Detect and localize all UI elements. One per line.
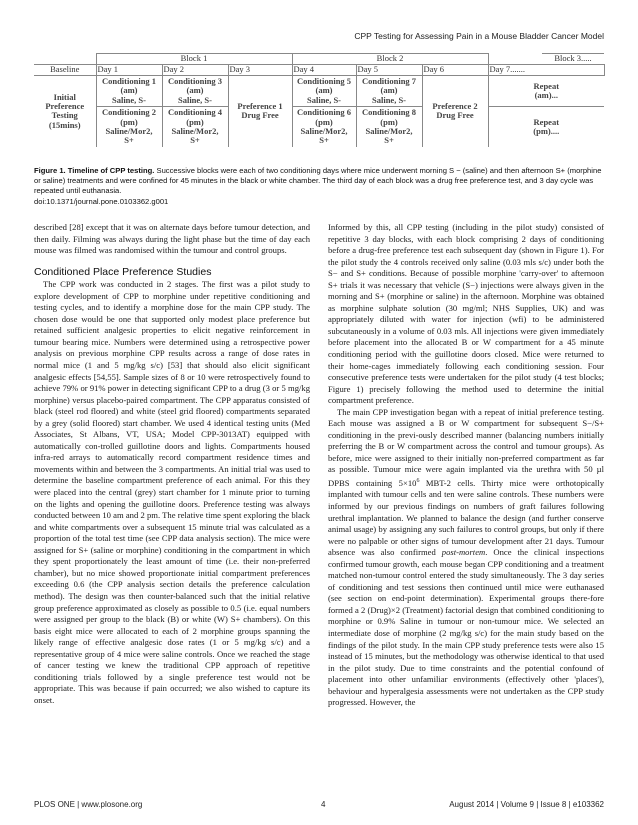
conditioning-8: Conditioning 8 (pm) Saline/Mor2, S+	[356, 107, 422, 147]
day-3-label: Day 3	[228, 65, 292, 76]
right-paragraph-1: Informed by this, all CPP testing (including in the pilot study) consisted of repetitive 3 day blocks, with each block comprising 2 days of conditioning before a drug-free preference test each subsequent day (shown in Figure 1). For the pilot study the 4 controls received only saline (0.03 mls s/c) under both the S− and S+ conditions. Because of possible morphine 'carry-over' to afternoon S+ trials it was necessary that vehicle (S−) injections were always given in the morning and S+ (morphine or saline) in the afternoon. Morphine was obtained as morphine sulphate solution (30 mg/ml; NHS Supplies, UK) and was appropriately diluted with water for injection (wfi) to be administered subcutaneously in a volume of 0.03 mls. All injections were given immediately before placement into the allocated B or W compartment for a 45 minute conditioning period with the guillotine doors closed. Mice were returned to their home-cages immediately following each conditioning session. Four consecutive preference tests were undertaken for the pilot study (4 test blocks; Figure 1) precisely following the method used to determine the initial compartment preference.	[328, 222, 604, 406]
section-title: Conditioned Place Preference Studies	[34, 265, 212, 278]
running-head: CPP Testing for Assessing Pain in a Mouse Bladder Cancer Model	[354, 31, 604, 41]
repeat-am: Repeat (am)...	[488, 76, 604, 107]
baseline-label: Baseline	[34, 65, 96, 76]
page-number: 4	[321, 800, 326, 809]
left-paragraph-1: described [28] except that it was on alternate days before tumour detection, and then daily. Filming was always during the light phase but the time of day each mouse was filmed was randomised within the tumour and control groups.	[34, 222, 310, 256]
caption-text: Successive blocks were each of two conditioning days where mice underwent morning S − (saline) and then afternoon S+ (morphine or saline) treatments and were confined for 45 minutes in the black or white chamber. The third day of each block was a drug free preference test, and 3 day cycle was repeated until euthanasia.	[34, 166, 602, 196]
conditioning-4: Conditioning 4 (pm) Saline/Mor2, S+	[162, 107, 228, 147]
left-column	[34, 222, 310, 706]
right-column	[328, 222, 604, 709]
footer-journal: PLOS ONE | www.plosone.org	[34, 800, 143, 809]
block-3-label: Block 3.....	[542, 54, 604, 65]
block-2-label: Block 2	[292, 54, 488, 65]
conditioning-5: Conditioning 5 (am) Saline, S-	[292, 76, 356, 107]
figure-caption	[34, 166, 604, 207]
footer-issue: August 2014 | Volume 9 | Issue 8 | e103362	[449, 800, 604, 809]
conditioning-7: Conditioning 7 (am) Saline, S-	[356, 76, 422, 107]
day-5-label: Day 5	[356, 65, 422, 76]
conditioning-2: Conditioning 2 (pm) Saline/Mor2, S+	[96, 107, 162, 147]
repeat-pm: Repeat (pm)....	[533, 116, 560, 137]
conditioning-1: Conditioning 1 (am) Saline, S-	[96, 76, 162, 107]
preference-1: Preference 1 Drug Free	[228, 76, 292, 147]
left-paragraph-2: The CPP work was conducted in 2 stages. The first was a pilot study to explore development of CPP to morphine under repetitive conditioning and testing cycles, and to identify a morphine dose for the main CPP study. The chosen dose would be one that supported only modest place preference but retained sufficient analgesic properties to elicit negative reinforcement in tumour bearing mice. Numbers were determined using a retrospective power analysis on previous morphine CPP results across a range of dose rates in normal mice (1 and 5 mg/kg s/c) [53] that should also elicit significant analgesic effects [54,55]. Sample sizes of 8 or 10 were retrospectively found to achieve 79% or 91% power in detecting significant CPP to a drug (3 or 5 mg/kg morphine) versus placebo-paired compartment. The CPP apparatus consisted of black (steel rod floored) and white (steel grid floored) compartments separated by a grey (solid floored) start chamber. We used 4 identical testing units (Med Associates, St Albans, VT, USA; Model CPP-3013AT) equipped with automatically con-trolled guillotine doors and lights. Compartments housed infra-red arrays to automatically record compartment residence times and movements within and between the 3 compartments. An initial trial was used to determine the baseline compartment preference of each animal. For this they were placed into the central (grey) start chamber for 1 minute prior to turning on the lights and opening the guillotine doors. Preference testing was always conducted between 10 am and 2 pm. The relative time spent exploring the black and white compartments over a subsequent 15 minute trial was calculated as a proportion of the total test time (see CPP data analysis section). The mice were assigned for S+ (saline or morphine) conditioning in the compartment in which they spent proportionately the least amount of time (i.e. their non-preferred chamber), but no mice showed proportionate initial compartment preferences exceeding 0.6 (the CPP analysis section details the preference calculation method). The design was then counter-balanced such that the initial relative group preference approximated as closely as possible to 0.5 (i.e. equal numbers were assigned per group to the black (B) or white (W) S+ chambers). On this basis eight mice were allocated to each of 2 morphine groups spanning the likely range of effective analgesic dose rates (1 or 5 mg/kg s/c) and a representative group of 4 mice were saline controls. Once we reached the stage of cancer testing we knew the traditional CPP approach of repetitive conditioning trials followed by a single preference test would not be appropriate. This was because if pain occurred; we also wished to capture its onset.	[34, 279, 310, 705]
day-6-label: Day 6	[422, 65, 488, 76]
timeline-figure	[34, 53, 605, 147]
day-1-label: Day 1	[96, 65, 162, 76]
day-4-label: Day 4	[292, 65, 356, 76]
right-paragraph-2: The main CPP investigation began with a repeat of initial preference testing. Each mouse was assigned a B or W compartment for subsequent S−/S+ conditioning in the previ-ously described manner (balancing numbers initially preferring the B or W compartment across the control and tumour groups). As before, mice were assigned to their initially non-preferred compartment as far as possible. Tumour mice were again implanted via the urethra with 50 µl DPBS containing $5\times 10^6$ MBT-2 cells. Thirty mice were orthotopically implanted with tumour cells and ten were saline controls. These numbers were informed by our previous findings on numbers of graft failures following urethral implantation. We planned to balance the design (and further conserve animal usage) by assigning any such failures to control groups, but only if there were no palpable or other signs of tumour development after 21 days. Tumour absence was also confirmed post-mortem. Once the clinical inspections confirmed tumour growth, each mouse began CPP conditioning and a treatment matched non-tumour control entered the study simultaneously. The 3 day series of conditioning and test sessions then continued until mice were euthanased (see section on end-point determination). Experimental groups there-fore formed a 2 (Drug)×2 (Treatment) factorial design that combined conditioning to morphine or 0.9% Saline in tumour or non-tumour mice. We selected an intermediate dose of morphine (2 mg/kg s/c) for the main study based on the findings of the pilot study. In the main CPP study preference tests were also 15 instead of 15 minutes, but the methodology was otherwise identical to that used in the pilot study. Due to time constraints and the potential confound of placement into other unfamiliar environments (effectively other 'places'), behaviour and hyperalgesia assessments were not undertaken as the CPP study progressed. However, the	[328, 406, 604, 708]
caption-doi: doi:10.1371/journal.pone.0103362.g001	[34, 196, 169, 206]
initial-preference-testing: Initial Preference Testing (15mins)	[34, 76, 96, 147]
day-2-label: Day 2	[162, 65, 228, 76]
block-1-label: Block 1	[96, 54, 292, 65]
conditioning-3: Conditioning 3 (am) Saline, S-	[162, 76, 228, 107]
caption-label: Figure 1. Timeline of CPP testing.	[34, 166, 155, 175]
day-7-label: Day 7.......	[488, 65, 604, 76]
preference-2: Preference 2 Drug Free	[422, 76, 488, 147]
conditioning-6: Conditioning 6 (pm) Saline/Mor2, S+	[292, 107, 356, 147]
